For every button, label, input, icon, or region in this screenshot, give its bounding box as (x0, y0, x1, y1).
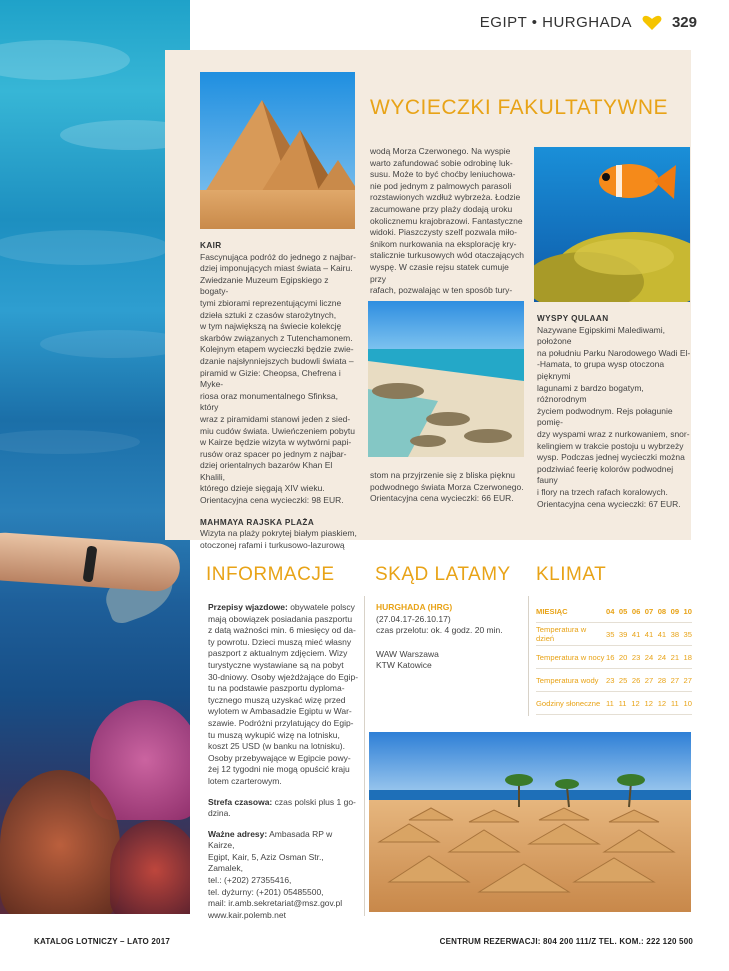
month-cell: 10 (683, 606, 692, 616)
climate-cell: 16 (606, 652, 615, 662)
qulaan-line: wysp. Podczas jednej wycieczki można (537, 452, 685, 463)
kair-line: w Kairze będzie wizyta w wytwórni papi- (200, 437, 352, 448)
climate-cell: 12 (631, 698, 640, 708)
rajska-price: Orientacyjna cena wycieczki: 66 EUR. (370, 493, 514, 504)
rajska-line: warto zafundować sobie odrobinę luk- (370, 157, 513, 168)
footer-catalog: KATALOG LOTNICZY – LATO 2017 (34, 937, 170, 946)
beach-parasols-photo (369, 732, 691, 912)
page-header (480, 14, 697, 31)
climate-cell: 20 (618, 652, 628, 662)
rajska-heading: MAHMAYA RAJSKA PLAŻA (200, 517, 315, 527)
address-line: Ambasada RP w Kairze, (208, 828, 333, 851)
climate-cell: 11 (606, 698, 614, 708)
timezone-label: Strefa czasowa: (208, 796, 273, 807)
kair-line: dziej imponujących miast świata – Kairu. (200, 263, 353, 274)
climate-header-label: MIESIĄC (536, 606, 568, 616)
from-title: SKĄD LATAMY (375, 564, 511, 585)
climate-cell: 27 (644, 675, 654, 685)
entry-line: szawie. Podróżni przylatujący do Egip- (208, 717, 354, 728)
kair-line: dzanie najsłynniejszych budowli świata – (200, 355, 354, 366)
climate-cell: 35 (683, 629, 692, 639)
climate-cell: 21 (670, 652, 680, 662)
climate-cell: 27 (683, 675, 692, 685)
climate-cell: 26 (631, 675, 641, 685)
kair-line: Kolejnym etapem wycieczki będzie zwie- (200, 344, 354, 355)
climate-cell: 27 (670, 675, 680, 685)
climate-row-label: Temperatura w nocy (536, 652, 605, 662)
rajska-line: zacumowane przy plaży dodają uroku (370, 203, 513, 214)
timezone-line: czas polski plus 1 go- (272, 796, 356, 807)
address-line: tel.: (+202) 27355416, (208, 875, 292, 886)
departure-airport: KTW Katowice (376, 660, 432, 671)
rajska-line: otoczonej rafami i turkusowo-lazurową (200, 539, 345, 550)
climate-cell: 35 (606, 629, 615, 639)
kair-line: piramid w Gizie: Cheopsa, Chefrena i Myke- (200, 367, 341, 390)
entry-line: obywatele polscy (287, 602, 355, 612)
qulaan-line: życiem podwodnym. Rejs połagunie pomię- (537, 405, 673, 428)
entry-line: tu na podstawie paszportu dyploma- (208, 683, 345, 694)
climate-cell: 23 (606, 675, 615, 685)
entry-line: z datą ważności min. 6 miesięcy od da- (208, 625, 356, 636)
qulaan-line: i flory na trzech rafach koralowych. (537, 486, 668, 497)
heart-icon (642, 15, 662, 31)
qulaan-price: Orientacyjna cena wycieczki: 67 EUR. (537, 498, 681, 509)
climate-row (536, 623, 692, 646)
qulaan-line: Nazywane Egipskimi Malediwami, położone (537, 324, 666, 347)
kair-line: tymi zbiorami reprezentującymi liczne (200, 297, 342, 308)
rajska-end-text (370, 470, 526, 505)
rajska-line: stalicznie turkusowych wód otaczających (370, 250, 525, 261)
timezone-line: dzina. (208, 808, 231, 819)
qulaan-line: -Hamata, to grupa wysp otoczona pięknymi (537, 359, 665, 381)
climate-cell: 41 (644, 629, 654, 639)
climate-cell: 25 (618, 675, 628, 685)
climate-row (536, 692, 692, 715)
rajska-line: rafach, pozwalając w ten sposób tury- (370, 285, 513, 296)
entry-line: paszport z aktualnym zdjęciem. Wizy (208, 648, 348, 659)
climate-cell: 24 (657, 652, 667, 662)
entry-line: tycznego muszą uzyskać wizę przed (208, 694, 346, 705)
qulaan-line: podziwiać feerię kolorów podwodnej fauny (537, 463, 674, 486)
kair-price: Orientacyjna cena wycieczki: 98 EUR. (200, 495, 344, 506)
climate-cell: 12 (657, 698, 667, 708)
rajska-line: susu. Może to być choćby leniuchowa- (370, 169, 516, 180)
climate-row-label: Temperatura w dzień (536, 625, 587, 643)
rajska-line: wodą Morza Czerwonego. Na wyspie (370, 146, 511, 156)
page-number: 329 (671, 14, 697, 31)
month-cell: 08 (657, 606, 667, 616)
climate-title: KLIMAT (536, 564, 607, 585)
kair-line: riosa oraz monumentalnego Sfinksa, który (200, 390, 338, 413)
entry-line: tu muszą wykupić wizę na lotnisku, (208, 729, 340, 740)
climate-row-label: Temperatura wody (536, 675, 599, 685)
climate-header-row (536, 600, 692, 623)
rajska-line: okolicznemu krajobrazowi. Fantastyczne (370, 215, 523, 226)
rajska-line: Wizyta na plaży pokrytej białym piaskiem, (200, 528, 357, 539)
entry-line: koszt 25 USD (w banku na lotnisku). (208, 741, 346, 752)
month-cell: 07 (644, 606, 654, 616)
climate-cell: 11 (618, 698, 627, 708)
month-cell: 04 (606, 606, 615, 616)
kair-line: rusów oraz spacer po jednym z najbar- (200, 448, 347, 459)
entry-line: żej 12 tygodni nie mogą opuścić kraju (208, 764, 350, 775)
climate-row-label: Godziny słoneczne (536, 698, 601, 708)
climate-cell: 41 (657, 629, 667, 639)
rajska-line: śnikom nurkowania na eksplorację kry- (370, 238, 517, 249)
climate-cell: 41 (631, 629, 641, 639)
climate-cell: 24 (644, 652, 654, 662)
underwater-photo-strip (0, 0, 190, 914)
climate-cell: 28 (657, 675, 667, 685)
footer-reservations: CENTRUM REZERWACJI: 804 200 111/Z TEL. KOM.: 222 120 500 (439, 937, 693, 946)
climate-cell: 10 (683, 698, 692, 708)
rajska-line: widoki. Piaszczysty szelf pozwala miło- (370, 227, 517, 238)
column-divider (528, 596, 529, 716)
climate-row (536, 669, 692, 692)
excursions-title: WYCIECZKI FAKULTATYWNE (370, 96, 669, 119)
info-title: INFORMACJE (206, 564, 335, 585)
address-line: Egipt, Kair, 5, Aziz Osman Str., Zamalek, (208, 851, 324, 874)
pyramids-photo (200, 72, 355, 229)
kair-line: którego dzieje sięgają XIV wieku. (200, 483, 325, 494)
entry-label: Przepisy wjazdowe: (208, 602, 288, 612)
kair-text (200, 240, 358, 551)
entry-line: turystyczne wystawiane są na pobyt (208, 659, 344, 670)
climate-table (536, 600, 692, 715)
departure-airport: WAW Warszawa (376, 648, 439, 659)
kair-line: Fascynująca podróż do jednego z najbar- (200, 251, 356, 262)
rajska-line: wyspę. W czasie rejsu statek cumuje przy (370, 261, 509, 284)
climate-row (536, 646, 692, 669)
destination-airport: HURGHADA (HRG) (376, 602, 453, 612)
climate-cell: 39 (618, 629, 628, 639)
addresses-label: Ważne adresy: (208, 828, 268, 839)
rajska-line: rozstawionych wzdłuż wybrzeża. Łodzie (370, 192, 521, 203)
email-link[interactable]: mail: ir.amb.sekretariat@msz.gov.pl (208, 898, 343, 909)
climate-cell: 18 (683, 652, 692, 662)
from-text (376, 602, 526, 672)
season-dates: (27.04.17-26.10.17) (376, 613, 451, 624)
month-cell: 05 (618, 606, 628, 616)
month-cell: 06 (631, 606, 641, 616)
kair-line: dziej orientalnych bazarów Khan El Khalili, (200, 460, 333, 482)
kair-heading: KAIR (200, 241, 222, 250)
address-line: tel. dyżurny: (+201) 05485500, (208, 886, 324, 897)
column-divider (364, 596, 365, 916)
header-title: EGIPT • HURGHADA (479, 14, 632, 31)
kair-line: dzieła sztuki z czasów starożytnych, (200, 309, 337, 320)
qulaan-line: na południu Parku Narodowego Wadi El- (537, 347, 691, 358)
qulaan-line: dzy wyspami wraz z nurkowaniem, snor- (537, 428, 690, 439)
kair-line: w tym największą na świecie kolekcję (200, 321, 342, 332)
climate-cell: 38 (670, 629, 680, 639)
qulaan-heading: WYSPY QULAAN (537, 314, 609, 323)
month-cell: 09 (670, 606, 680, 616)
qulaan-line: lagunami z bardzo bogatym, różnorodnym (537, 382, 644, 405)
website-link[interactable]: www.kair.polemb.net (208, 909, 286, 920)
climate-cell: 11 (670, 698, 679, 708)
kair-line: skarbów związanych z Tutenchamonem. (200, 332, 353, 343)
info-text (208, 602, 360, 921)
kair-line: wraz z piramidami stanowi jeden z sied- (200, 413, 351, 424)
entry-line: 30-dniowy. Osoby wjeżdżające do Egip- (208, 671, 359, 682)
rajska-line: nie pod jednym z palmowych parasoli (370, 180, 512, 191)
entry-line: lotem czarterowym. (208, 775, 282, 786)
entry-line: wylotem w Ambasadzie Egiptu w War- (208, 706, 352, 717)
kair-line: Zwiedzanie Muzeum Egipskiego z bogaty- (200, 274, 329, 297)
entry-line: Osoby przebywające w Egipcie powy- (208, 752, 351, 763)
kair-line: miu cudów świata. Uwieńczeniem pobytu (200, 425, 355, 436)
climate-cell: 23 (631, 652, 641, 662)
clownfish-photo (534, 147, 690, 302)
rajska-line: stom na przyjrzenie się z bliska pięknu (370, 470, 516, 480)
qulaan-text (537, 313, 693, 510)
flight-time: czas przelotu: ok. 4 godz. 20 min. (376, 625, 503, 636)
rajska-continued-text (370, 146, 526, 297)
rajska-line: podwodnego świata Morza Czerwonego. (370, 481, 524, 492)
climate-cell: 12 (644, 698, 653, 708)
entry-line: mają obowiązek posiadania paszportu (208, 613, 353, 624)
qulaan-line: kelingiem w trakcie postoju u wybrzeży (537, 440, 684, 451)
beach-photo (368, 301, 524, 457)
entry-line: ty powrotu. Dzieci muszą mieć własny (208, 636, 352, 647)
